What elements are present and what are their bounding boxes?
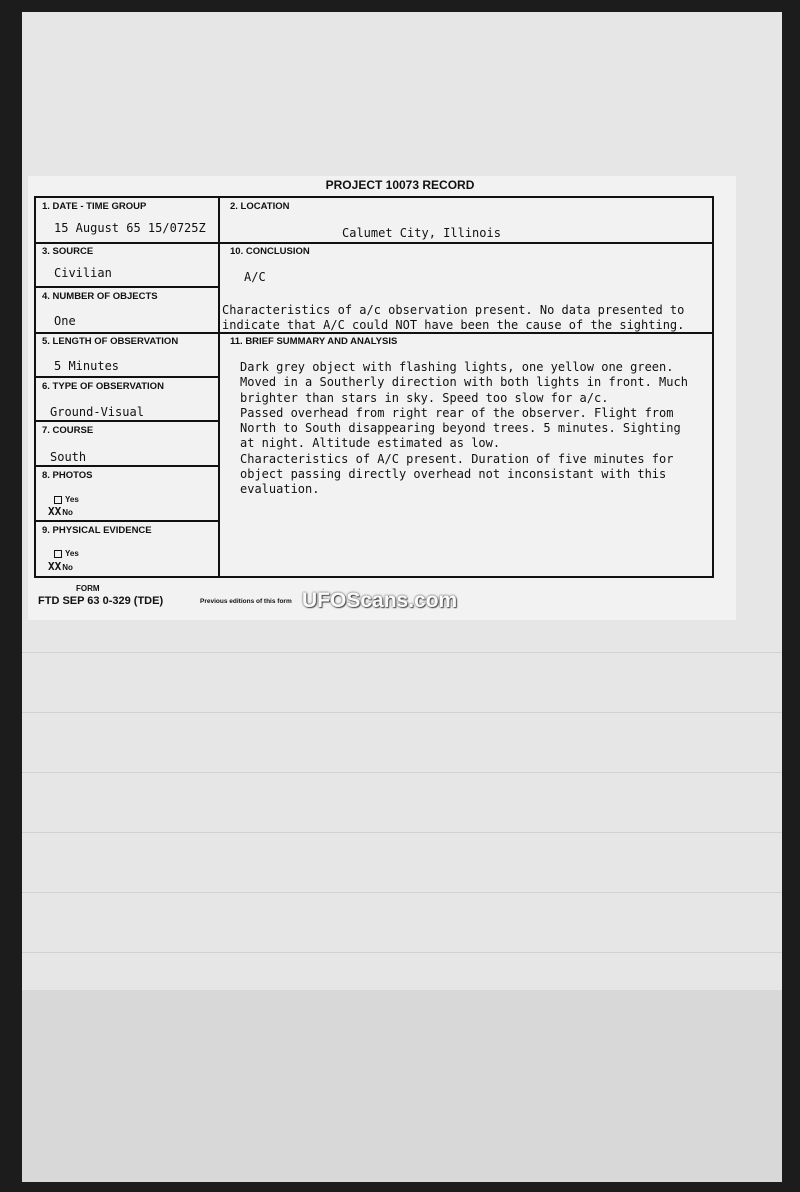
row-divider — [34, 520, 220, 522]
length-of-observation-label: 5. LENGTH OF OBSERVATION — [42, 336, 179, 347]
footer-previous-editions: Previous editions of this form — [200, 598, 292, 605]
summary-line: Dark grey object with flashing lights, one yellow one green. — [240, 360, 674, 374]
row-divider — [218, 332, 714, 334]
conclusion-line: Characteristics of a/c observation present. No data presented to — [222, 303, 685, 317]
number-of-objects-label: 4. NUMBER OF OBJECTS — [42, 291, 158, 302]
photos-no-option — [48, 505, 73, 518]
row-divider — [34, 420, 220, 422]
faint-rule — [22, 832, 782, 833]
faint-rule — [22, 772, 782, 773]
row-divider — [34, 286, 220, 288]
form-title: PROJECT 10073 RECORD — [325, 178, 475, 192]
row-divider — [34, 332, 220, 334]
checkbox-icon — [54, 496, 62, 504]
photos-yes-option — [54, 495, 79, 504]
conclusion-label: 10. CONCLUSION — [230, 246, 310, 257]
conclusion-line: indicate that A/C could NOT have been the cause of the sighting. — [222, 318, 685, 332]
source-value: Civilian — [54, 266, 112, 280]
summary-line: object passing directly overhead not inconsistant with this — [240, 467, 667, 482]
sheet-lower-band — [22, 990, 782, 1182]
footer-form-label: FORM — [76, 584, 100, 593]
photos-yes-text: Yes — [65, 495, 79, 504]
photos-no-text: No — [62, 508, 73, 517]
physical-evidence-no-mark: XX — [48, 560, 62, 573]
summary-line: at night. Altitude estimated as low. — [240, 436, 501, 451]
conclusion-value: A/C — [244, 270, 266, 284]
row-divider — [34, 376, 220, 378]
summary-line: evaluation. — [240, 482, 320, 497]
summary-line: North to South disappearing beyond trees. 5 minutes. Sighting — [240, 421, 681, 436]
summary-line: brighter than stars in sky. Speed too slow for a/c. — [240, 390, 609, 405]
row-divider — [34, 242, 220, 244]
date-time-group-value: 15 August 65 15/0725Z — [54, 221, 206, 235]
summary-text — [240, 360, 712, 498]
faint-rule — [22, 652, 782, 653]
checkbox-icon — [54, 550, 62, 558]
row-divider — [34, 465, 220, 467]
summary-line: Moved in a Southerly direction with both lights in front. Much — [240, 375, 688, 390]
course-value: South — [50, 450, 87, 464]
physical-evidence-no-text: No — [62, 563, 73, 572]
location-label: 2. LOCATION — [230, 201, 290, 212]
location-value: Calumet City, Illinois — [342, 226, 501, 240]
summary-label: 11. BRIEF SUMMARY AND ANALYSIS — [230, 336, 398, 347]
footer-form-id: FTD SEP 63 0-329 (TDE) — [38, 595, 164, 607]
faint-rule — [22, 892, 782, 893]
faint-rule — [22, 952, 782, 953]
physical-evidence-label: 9. PHYSICAL EVIDENCE — [42, 525, 152, 536]
type-of-observation-label: 6. TYPE OF OBSERVATION — [42, 381, 164, 392]
photos-label: 8. PHOTOS — [42, 470, 93, 481]
faint-rule — [22, 712, 782, 713]
physical-evidence-yes-option — [54, 549, 79, 558]
length-of-observation-value: 5 Minutes — [54, 359, 120, 373]
course-label: 7. COURSE — [42, 425, 94, 436]
physical-evidence-no-option — [48, 560, 73, 573]
number-of-objects-value: One — [54, 314, 76, 328]
row-divider — [218, 242, 714, 244]
summary-line: Passed overhead from right rear of the observer. Flight from — [240, 405, 674, 420]
source-label: 3. SOURCE — [42, 246, 94, 257]
photos-no-mark: XX — [48, 505, 62, 518]
physical-evidence-yes-text: Yes — [65, 549, 79, 558]
summary-line: Characteristics of A/C present. Duration of five minutes for — [240, 451, 674, 466]
type-of-observation-value: Ground-Visual — [50, 405, 144, 419]
watermark: UFOScans.com — [302, 589, 458, 612]
date-time-group-label: 1. DATE - TIME GROUP — [42, 201, 147, 212]
